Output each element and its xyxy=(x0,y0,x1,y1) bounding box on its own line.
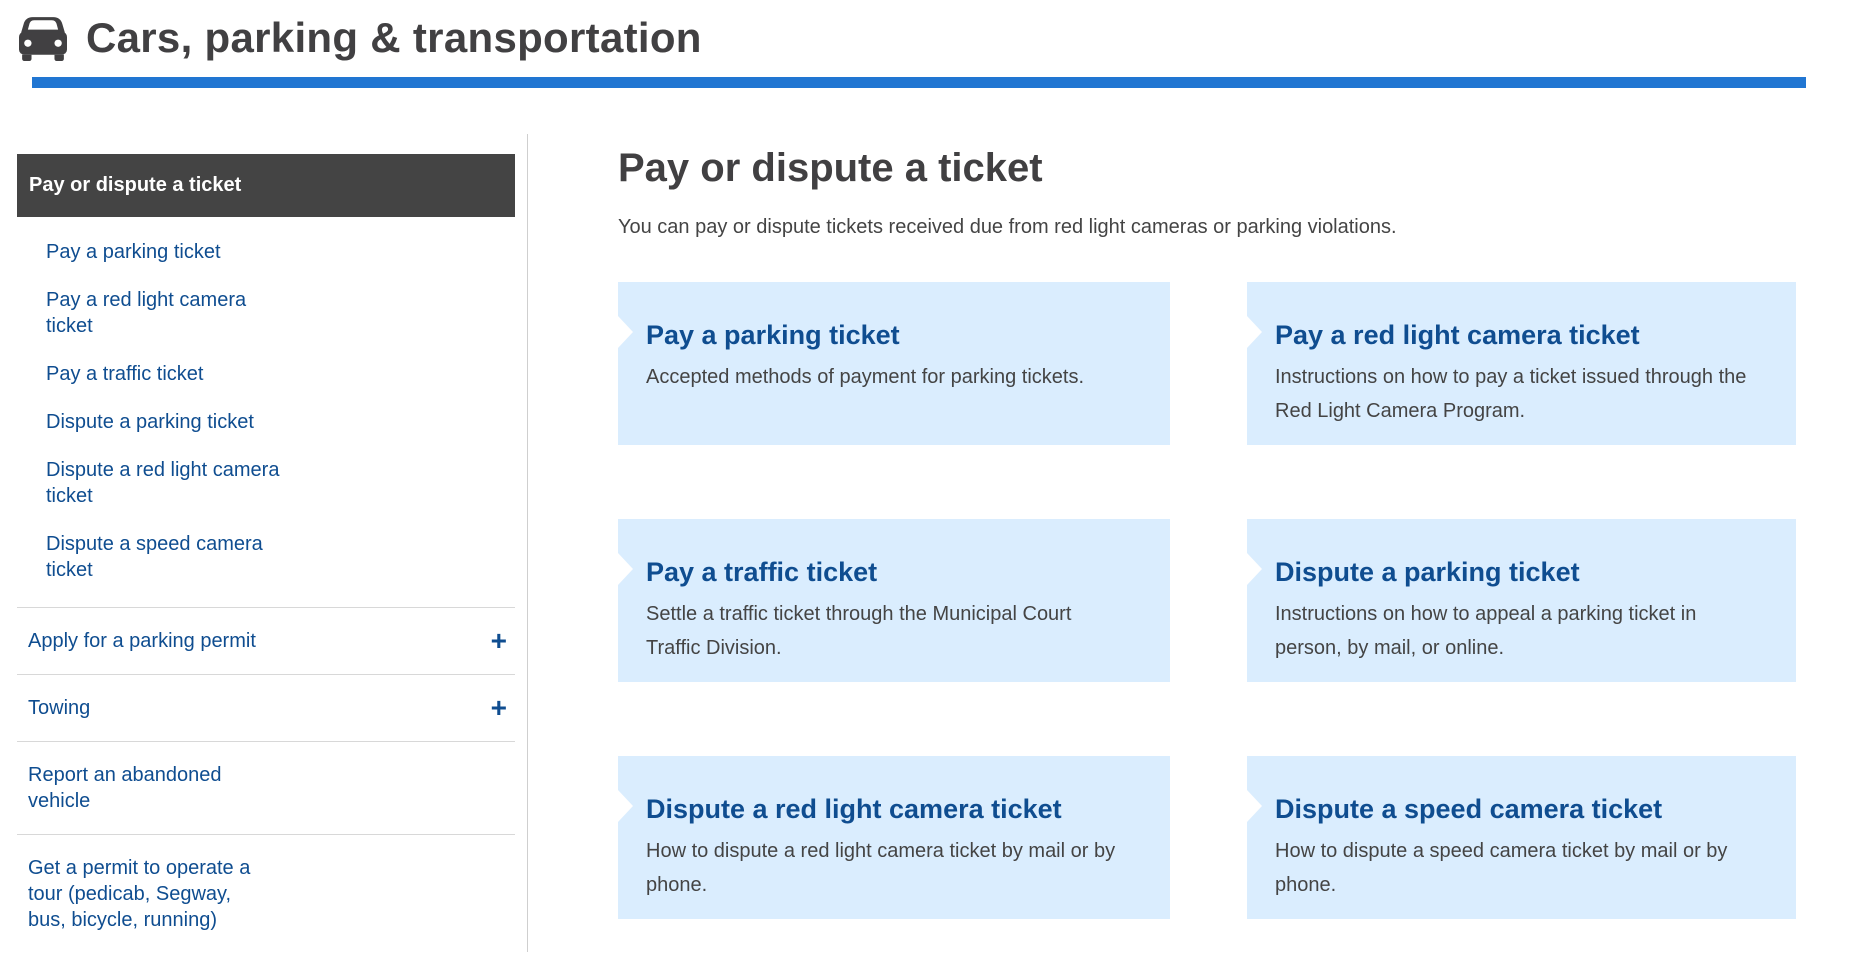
card-title: Pay a red light camera ticket xyxy=(1275,320,1640,350)
list-item xyxy=(46,287,515,339)
service-card-grid xyxy=(618,282,1798,919)
sidebar-item-apply-for-a-parking-permit[interactable] xyxy=(17,608,515,674)
header-accent-bar xyxy=(32,77,1806,88)
sidebar-item-label[interactable]: Towing xyxy=(28,697,91,719)
card-title: Dispute a parking ticket xyxy=(1275,557,1580,587)
card-description: Instructions on how to pay a ticket issued through the Red Light Camera Program. xyxy=(1275,366,1747,422)
expand-plus-icon[interactable]: + xyxy=(490,625,507,656)
card-pay-a-red-light-camera-ticket[interactable] xyxy=(1247,282,1796,445)
card-description: Instructions on how to appeal a parking ticket in person, by mail, or online. xyxy=(1275,603,1697,659)
card-arrow-notch xyxy=(618,790,633,822)
sidebar-item-dispute-a-parking-ticket[interactable]: Dispute a parking ticket xyxy=(46,411,254,433)
card-dispute-a-red-light-camera-ticket[interactable] xyxy=(618,756,1170,919)
list-item xyxy=(46,239,515,265)
sidebar-item-label[interactable]: Apply for a parking permit xyxy=(28,630,256,652)
sidebar-item-get-a-permit-to-operate-a-tour[interactable] xyxy=(17,835,515,952)
sidebar-item-label[interactable]: Get a permit to operate a tour (pedicab, Segway, bus, bicycle, running) xyxy=(28,857,251,931)
page-section-heading: Pay or dispute a ticket xyxy=(618,146,1043,190)
card-title: Pay a parking ticket xyxy=(646,320,900,350)
card-pay-a-parking-ticket[interactable] xyxy=(618,282,1170,445)
card-dispute-a-speed-camera-ticket[interactable] xyxy=(1247,756,1796,919)
card-description: Accepted methods of payment for parking tickets. xyxy=(646,366,1084,388)
card-arrow-notch xyxy=(1247,553,1262,585)
main-content xyxy=(618,134,1798,952)
list-item xyxy=(46,409,515,435)
card-description: Settle a traffic ticket through the Municipal Court Traffic Division. xyxy=(646,603,1072,659)
sidebar-sublink-list xyxy=(17,239,515,583)
sidebar-item-pay-a-red-light-camera-ticket[interactable]: Pay a red light camera ticket xyxy=(46,289,247,337)
sidebar-item-pay-a-traffic-ticket[interactable]: Pay a traffic ticket xyxy=(46,363,204,385)
sidebar-content-separator xyxy=(527,134,528,952)
card-description: How to dispute a speed camera ticket by mail or by phone. xyxy=(1275,840,1728,896)
page-section-intro: You can pay or dispute tickets received due from red light cameras or parking violations. xyxy=(618,216,1397,238)
card-pay-a-traffic-ticket[interactable] xyxy=(618,519,1170,682)
sidebar-item-dispute-a-speed-camera-ticket[interactable]: Dispute a speed camera ticket xyxy=(46,533,263,581)
header-title-row xyxy=(16,14,1867,62)
expand-plus-icon[interactable]: + xyxy=(490,692,507,723)
page-header xyxy=(0,0,1867,88)
card-arrow-notch xyxy=(1247,790,1262,822)
sidebar-item-report-an-abandoned-vehicle[interactable] xyxy=(17,742,515,834)
sidebar-item-label[interactable]: Report an abandoned vehicle xyxy=(28,764,222,812)
card-title: Dispute a red light camera ticket xyxy=(646,794,1062,824)
sidebar-item-pay-a-parking-ticket[interactable]: Pay a parking ticket xyxy=(46,241,221,263)
sidebar-nav xyxy=(17,134,515,952)
card-dispute-a-parking-ticket[interactable] xyxy=(1247,519,1796,682)
card-arrow-notch xyxy=(618,316,633,348)
sidebar-item-pay-or-dispute-a-ticket-active[interactable]: Pay or dispute a ticket xyxy=(17,154,515,217)
car-icon xyxy=(16,14,70,62)
card-arrow-notch xyxy=(618,553,633,585)
page-title: Cars, parking & transportation xyxy=(86,14,702,61)
card-title: Dispute a speed camera ticket xyxy=(1275,794,1663,824)
list-item xyxy=(46,457,515,509)
card-arrow-notch xyxy=(1247,316,1262,348)
card-title: Pay a traffic ticket xyxy=(646,557,878,587)
list-item xyxy=(46,361,515,387)
sidebar-item-dispute-a-red-light-camera-ticket[interactable]: Dispute a red light camera ticket xyxy=(46,459,280,507)
card-description: How to dispute a red light camera ticket by mail or by phone. xyxy=(646,840,1116,896)
sidebar-item-towing[interactable] xyxy=(17,675,515,741)
list-item xyxy=(46,531,515,583)
content-area xyxy=(0,134,1867,952)
